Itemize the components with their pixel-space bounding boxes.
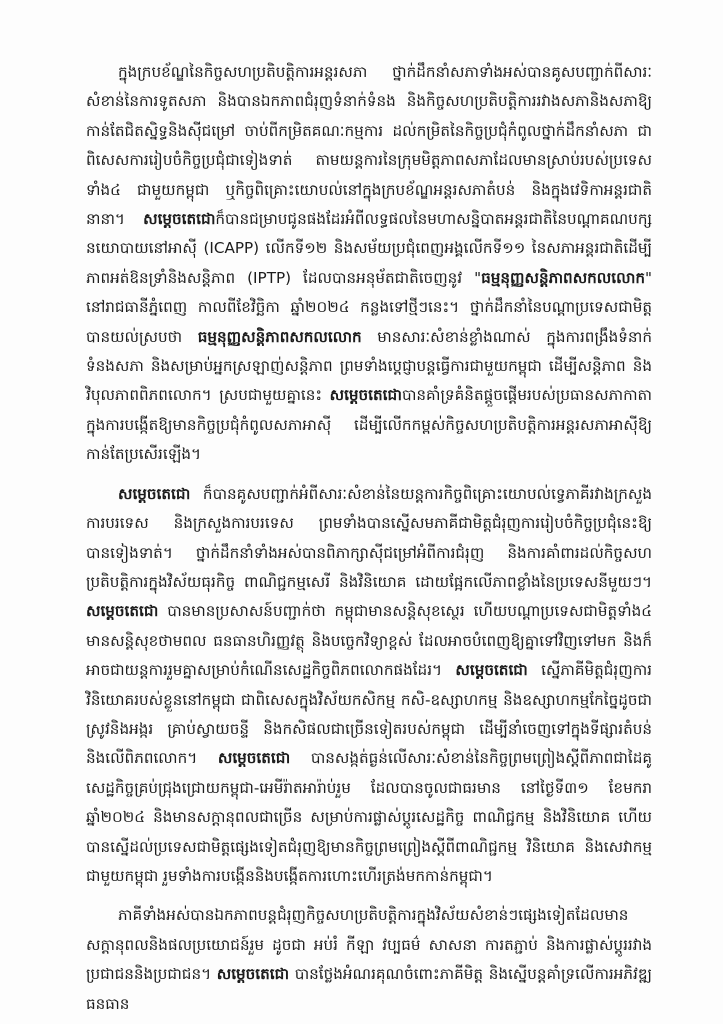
paragraph-economic-cooperation [86,480,652,892]
text-run: បានគាំទ្រគំនិតផ្តួចផ្តើមរបស់ប្រធានសភាកាតា ក្នុងការបង្កើតឱ្យមានកិច្ចប្រជុំកំពូលសភាអាស៊ី ដើម្បីលើកកម្ពស់កិច្ចសហប្រតិបត្តិការអន្តរសភាអាស៊ីឱ្យកាន់តែប្រសើរឡើង។ [86,386,652,464]
text-run: បានថ្លែងអំណរគុណចំពោះភាគីមិត្ត និងស្នើបន្តគាំទ្រលើការអភិវឌ្ឍធនធាន [86,965,652,1013]
text-run: ស្នើភាគីមិត្តជំរុញការវិនិយោគរបស់ខ្លួននៅកម្ពុជា ជាពិសេសក្នុងវិស័យកសិកម្ម កសិ-ឧស្សាហកម្ម និងឧស្សាហកម្មកែច្នៃដូចជា ស្រូវនិងអង្ករ គ្រាប់ស្វាយចន្ទី និងកសិផលជាច្រើនទៀតរបស់កម្ពុជា ដើម្បីនាំចេញទៅក្នុងទីផ្សារតំបន់ និងលើពិភពលោក។ [86,661,652,768]
document-body [86,58,652,1029]
text-run: ក៏បានជម្រាបជូនផងដែរអំពីលទ្ធផលនៃមហាសន្និបាតអន្តរជាតិនៃបណ្តាគណបក្សនយោបាយនៅអាស៊ី (ICAPP) លើកទី១២ និងសម័យប្រជុំពេញអង្គលើកទី១១ នៃសភាអន្តរជាតិដើម្បីភាពអត់ឱនទ្រាំនិងសន្តិភាព (IPTP) ដែលបានអនុម័តជាតិចេញនូវ " [86,210,652,287]
text-run: បានសង្កត់ធ្ងន់លើសារៈសំខាន់នៃកិច្ចព្រមព្រៀងស្តីពីភាពជាដៃគូសេដ្ឋកិច្ចគ្រប់ជ្រុងជ្រោយកម្ពុជា-អេមីរ៉ាតអារ៉ាប់រួម ដែលបានចូលជាធរមាន នៅថ្ងៃទី៣១ ខែមករា ឆ្នាំ២០២៤ និងមានសក្តានុពលជាច្រើន សម្រាប់ការផ្លាស់ប្តូរសេដ្ឋកិច្ច ពាណិជ្ជកម្ម និងវិនិយោគ ហើយបានស្នើដល់ប្រទេសជាមិត្តផ្សេងទៀតជំរុញឱ្យមានកិច្ចព្រមព្រៀងស្តីពីពាណិជ្ជកម្ម វិនិយោគ និងសេវាកម្ម ជាមួយកម្ពុជា រួមទាំងការបង្កើននិងបង្កើតការហោះហើរត្រង់មកកាន់កម្ពុជា។ [86,749,652,885]
text-run: ភាគីទាំងអស់បានឯកភាពបន្តជំរុញកិច្ចសហប្រតិបត្តិការក្នុងវិស័យសំខាន់ៗផ្សេងទៀតដែលមានសក្តានុពលនិងផលប្រយោជន៍រួម ដូចជា អប់រំ កីឡា វប្បធម៌ សាសនា ការតភ្ជាប់ និងការផ្លាស់ប្តូររវាងប្រជាជននិងប្រជាជន។ [86,906,652,984]
bold-name-samdech-techo: សម្តេចតេជោ [143,210,216,229]
text-run: " នៅរាជធានីភ្នំពេញ កាលពីខែវិច្ឆិកា ឆ្នាំ២០២៤ កន្លងទៅថ្មីៗនេះ។ ថ្នាក់ដឹកនាំនៃបណ្តាប្រទេសជាមិត្តបានយល់ស្របថា [86,268,652,346]
bold-term-peace-charter: ធម្មនុញ្ញសន្តិភាពសកលលោក [481,268,645,287]
text-run: ក្នុងក្របខ័ណ្ឌនៃកិច្ចសហប្រតិបត្តិការអន្តរសភា ថ្នាក់ដឹកនាំសភាទាំងអស់បានគូសបញ្ជាក់ពីសារៈសំខាន់នៃការទូតសភា និងបានឯកភាពជំរុញទំនាក់ទំនង និងកិច្ចសហប្រតិបត្តិការរវាងសភានិងសភាឱ្យកាន់តែជិតស្និទ្ធនិងស៊ីជម្រៅ ចាប់ពីកម្រិតគណៈកម្មការ ដល់កម្រិតនៃកិច្ចប្រជុំកំពូលថ្នាក់ដឹកនាំសភា ជាពិសេសការរៀបចំកិច្ចប្រជុំជាទៀងទាត់ តាមយន្តការនៃក្រុមមិត្តភាពសភាដែលមានស្រាប់របស់ប្រទេសទាំង៤ ជាមួយកម្ពុជា ឬកិច្ចពិគ្រោះយោបល់នៅក្នុងក្របខ័ណ្ឌអន្តរសភាតំបន់ និងក្នុងវេទិកាអន្តរជាតិនានា។ [86,63,652,229]
text-run: មានសារៈសំខាន់ខ្លាំងណាស់ ក្នុងការពង្រឹងទំនាក់ទំនងសភា និងសម្រាប់អ្នកស្រឡាញ់សន្តិភាព ព្រមទាំងប្តេជ្ញាបន្តធ្វើការជាមួយកម្ពុជា ដើម្បីសន្តិភាព និងវិបុលភាពពិភពលោក។ ស្របជាមួយគ្នានេះ [86,327,652,405]
bold-name-samdech-techo: សម្តេចតេជោ [118,484,191,503]
text-run: ក៏បានគូសបញ្ជាក់អំពីសារៈសំខាន់នៃយន្តការកិច្ចពិគ្រោះយោបល់ទ្វេភាគីរវាងក្រសួងការបរទេស និងក្រសួងការបរទេស ព្រមទាំងបានស្នើសមភាគីជាមិត្តជំរុញការរៀបចំកិច្ចប្រជុំនេះឱ្យបានទៀងទាត់។ ថ្នាក់ដឹកនាំទាំងអស់បានពិភាក្សាស៊ីជម្រៅអំពីការជំរុញ និងការគាំពារដល់កិច្ចសហប្រតិបត្តិការក្នុងវិស័យធុរកិច្ច ពាណិជ្ជកម្មសេរី និងវិនិយោគ ដោយផ្អែកលើភាពខ្លាំងនៃប្រទេសនីមួយៗ។ [86,484,652,591]
bold-name-samdech-techo: សម្តេចតេជោ [217,749,291,768]
paragraph-people-to-people [86,901,652,1019]
bold-name-samdech-techo: សម្តេចតេជោ [86,602,159,621]
bold-name-samdech-techo: សម្តេចតេជោ [455,661,528,680]
paragraph-parliamentary-cooperation [86,58,652,470]
bold-name-samdech-techo: សម្តេចតេជោ [216,965,290,984]
bold-term-peace-charter: ធម្មនុញ្ញសន្តិភាពសកលលោក [197,327,362,346]
bold-name-samdech-techo: សម្តេចតេជោ [329,386,402,405]
text-run: បានមានប្រសាសន៍បញ្ជាក់ថា កម្ពុជាមានសន្តិសុខស្ថេរ ហើយបណ្តាប្រទេសជាមិត្តទាំង៤ មានសន្តិសុខថាមពល ធនធានហិរញ្ញវត្ថុ និងបច្ចេកវិទ្យាខ្ពស់ ដែលអាចបំពេញឱ្យគ្នាទៅវិញទៅមក និងក៏អាចជាយន្តការរួមគ្នាសម្រាប់កំណើនសេដ្ឋកិច្ចពិភពលោកផងដែរ។ [86,602,652,680]
